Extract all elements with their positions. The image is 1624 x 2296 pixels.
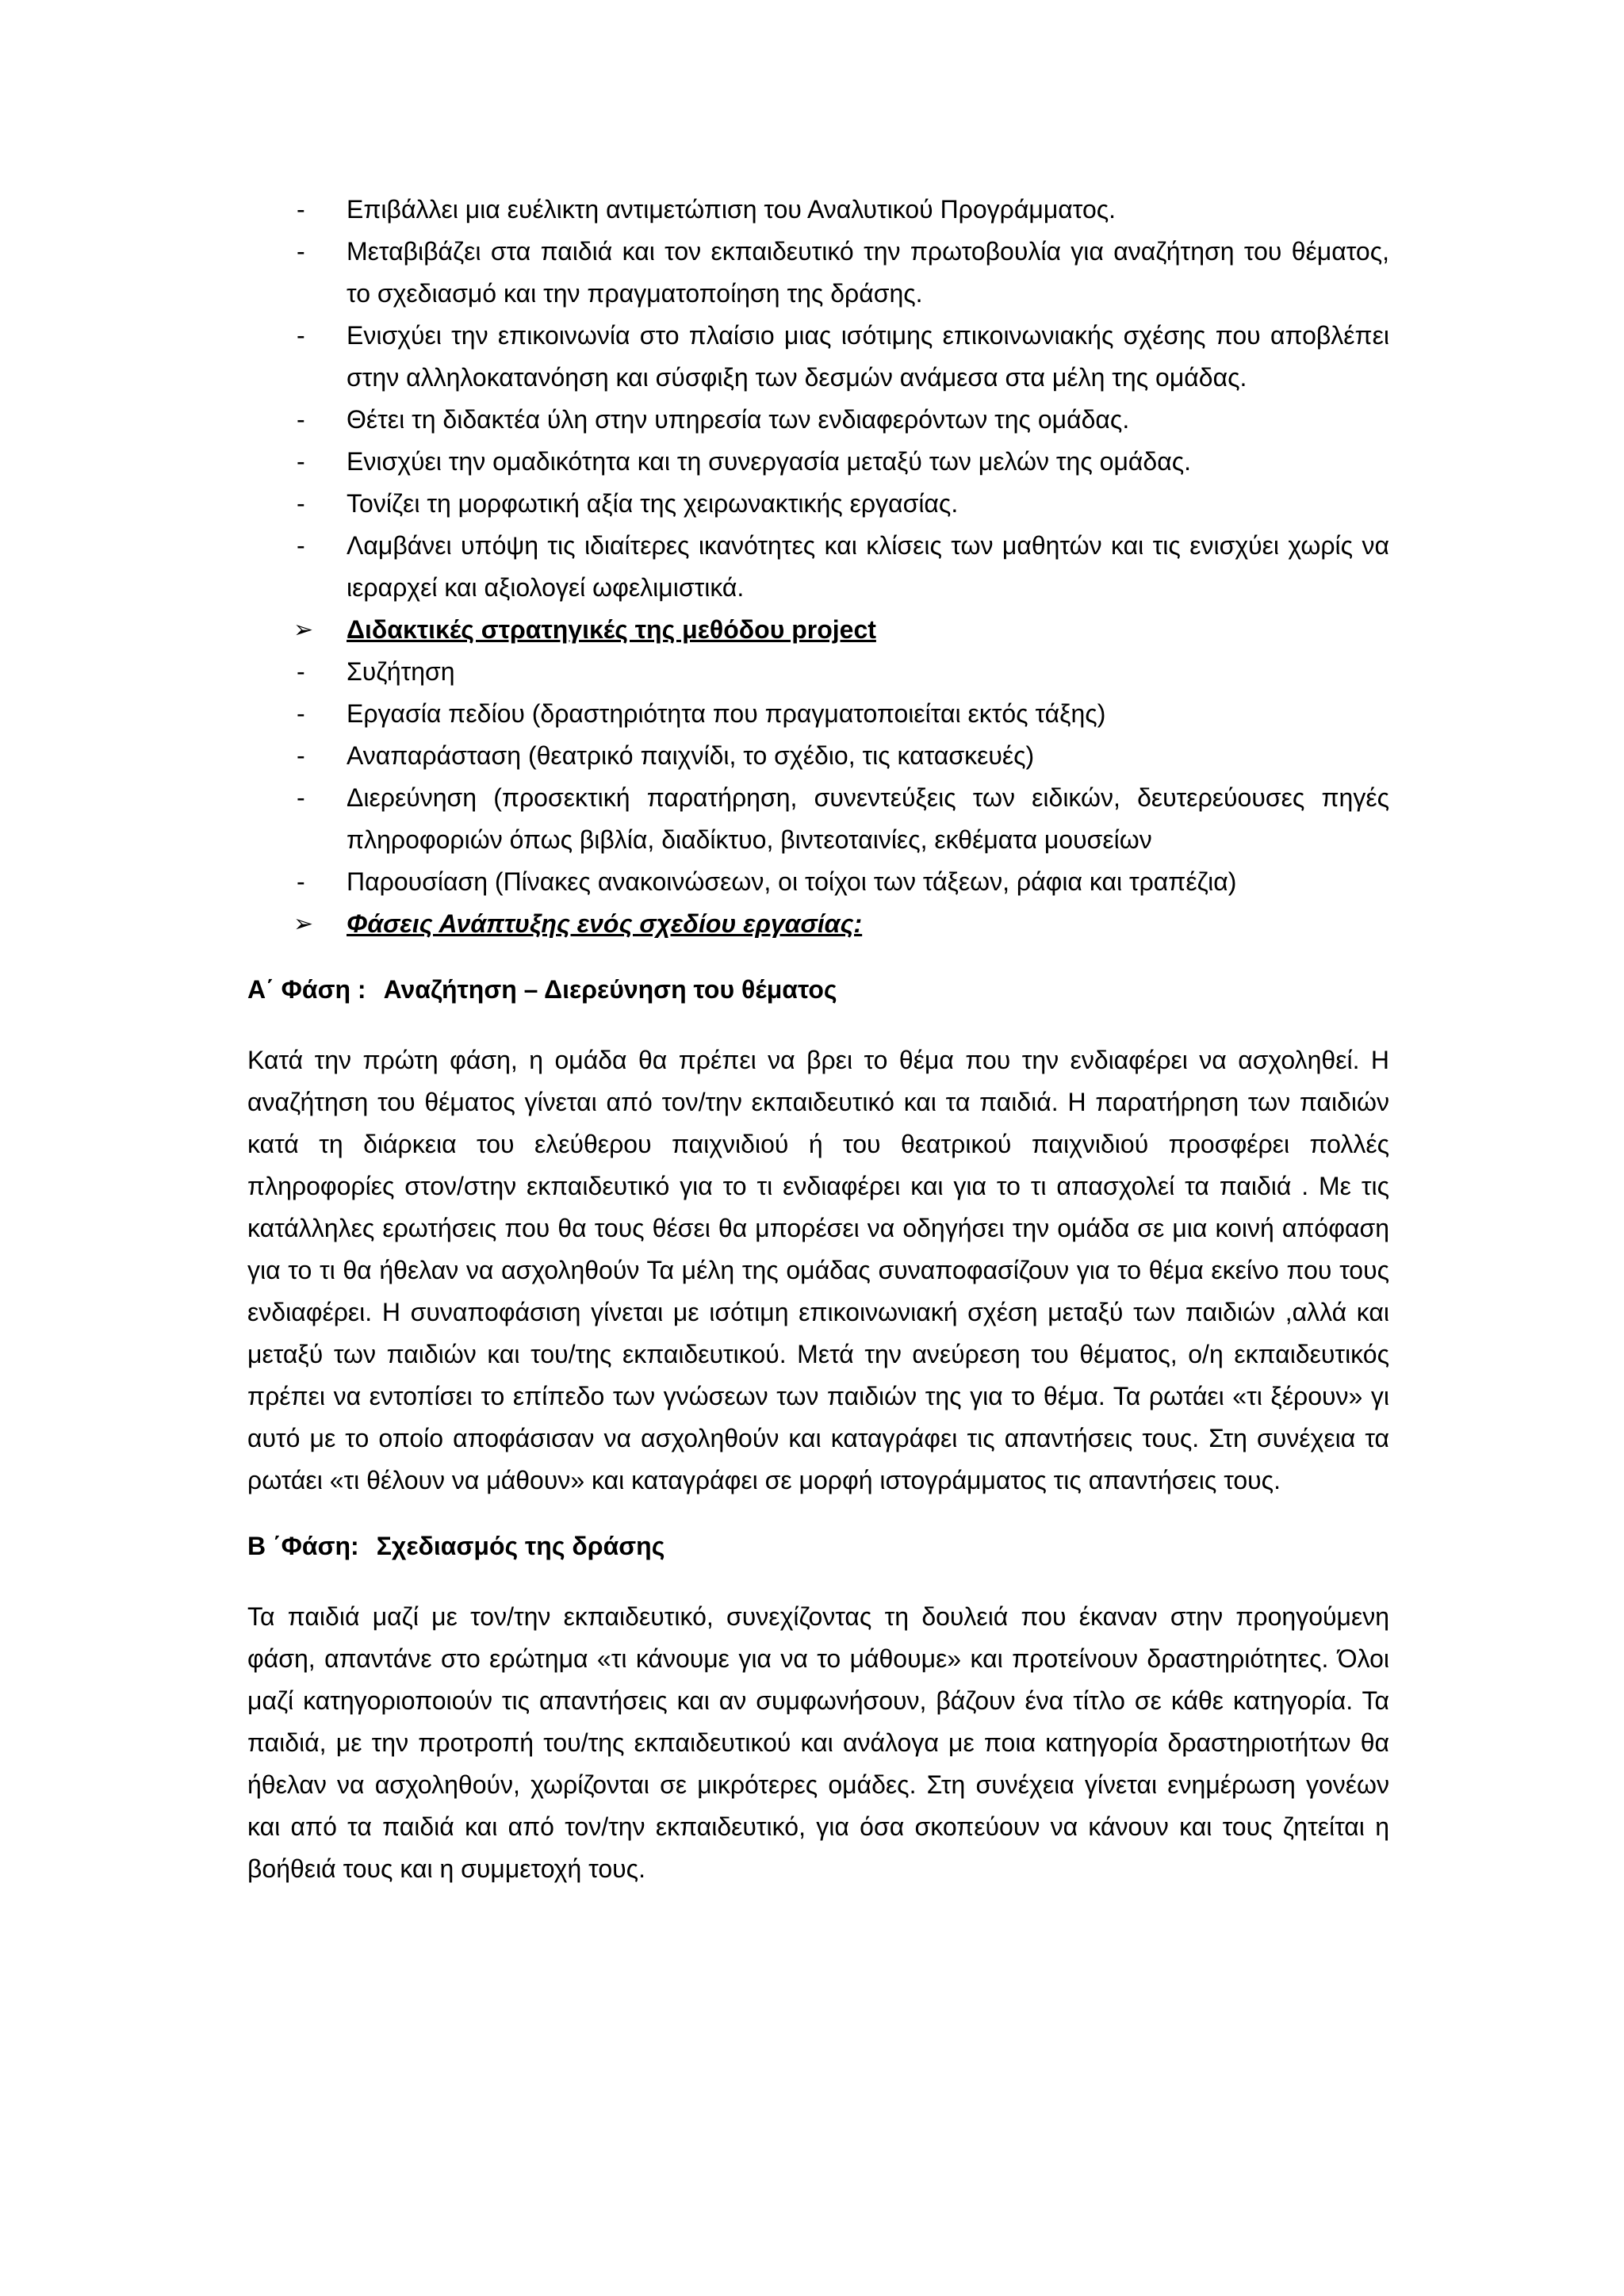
list-item [247,399,1389,441]
list-item [247,315,1389,399]
phase-b-paragraph: Τα παιδιά μαζί με τον/την εκπαιδευτικό, συνεχίζοντας τη δουλειά που έκαναν στην προηγούμενη φάση, απαντάνε στο ερώτημα «τι κάνουμε για να το μάθουμε» και προτείνουν δραστηριότητες. Όλοι μαζί κατηγοριοποιούν τις απαντήσεις και αν συμφωνήσουν, βάζουν ένα τίτλο σε κάθε κατηγορία. Τα παιδιά, με την προτροπή του/της εκπαιδευτικού και ανάλογα με ποια κατηγορία δραστηριοτήτων θα ήθελαν να ασχοληθούν, χωρίζονται σε μικρότερες ομάδες. Στη συνέχεια γίνεται ενημέρωση γονέων και από τα παιδιά και από τον/την εκπαιδευτικό, για όσα σκοπεύουν να κάνουν και τους ζητείται η βοήθειά τους και η συμμετοχή τους. [247,1602,1389,1883]
dash-marker: - [297,237,305,266]
dash-marker: - [297,405,305,434]
list-item-text: Ενισχύει την ομαδικότητα και τη συνεργασία μεταξύ των μελών της ομάδας. [347,447,1191,476]
arrow-bullet-icon: ➢ [293,617,314,643]
list-item [247,525,1389,609]
list-item-text: Μεταβιβάζει στα παιδιά και τον εκπαιδευτικό την πρωτοβουλία για αναζήτηση του θέματος, το σχεδιασμό και την πραγματοποίηση της δράσης. [347,237,1389,308]
phases-heading-text: Φάσεις Ανάπτυξης ενός σχεδίου εργασίας: [347,909,863,938]
list-item [247,441,1389,483]
list-item-text: Θέτει τη διδακτέα ύλη στην υπηρεσία των ενδιαφερόντων της ομάδας. [347,405,1130,434]
dash-marker: - [297,867,305,896]
dash-marker: - [297,531,305,560]
list-item-text: Τονίζει τη μορφωτική αξία της χειρωνακτικής εργασίας. [347,489,959,518]
phase-a-heading [247,969,1389,1011]
dash-marker: - [297,447,305,476]
phase-a-paragraph: Κατά την πρώτη φάση, η ομάδα θα πρέπει να βρει το θέμα που την ενδιαφέρει να ασχοληθεί. Η αναζήτηση του θέματος γίνεται από τον/την εκπαιδευτικό και τα παιδιά. Η παρατήρηση των παιδιών κατά τη διάρκεια του ελεύθερου παιχνιδιού ή του θεατρικού παιχνιδιού προσφέρει πολλές πληροφορίες στον/στην εκπαιδευτικό για το τι ενδιαφέρει και για το τι απασχολεί τα παιδιά . Με τις κατάλληλες ερωτήσεις που θα τους θέσει θα μπορέσει να οδηγήσει την ομάδα σε μια κοινή απόφαση για το τι θα ήθελαν να ασχοληθούν Τα μέλη της ομάδας συναποφασίζουν για το θέμα εκείνο που τους ενδιαφέρει. Η συναποφάσιση γίνεται με ισότιμη επικοινωνιακή σχέση μεταξύ των παιδιών ,αλλά και μεταξύ των παιδιών και του/της εκπαιδευτικού. Μετά την ανεύρεση του θέματος, ο/η εκπαιδευτικός πρέπει να εντοπίσει το επίπεδο των γνώσεων των παιδιών της για το θέμα. Τα ρωτάει «τι ξέρουν» γι αυτό με το οποίο αποφάσισαν να ασχοληθούν και καταγράφει τις απαντήσεις τους. Στη συνέχεια τα ρωτάει «τι θέλουν να μάθουν» και καταγράφει σε μορφή ιστογράμματος τις απαντήσεις τους. [247,1046,1389,1494]
list-item-text: Επιβάλλει μια ευέλικτη αντιμετώπιση του Αναλυτικού Προγράμματος. [347,195,1116,224]
list-item-text: Αναπαράσταση (θεατρικό παιχνίδι, το σχέδιο, τις κατασκευές) [347,741,1035,770]
list-item-text: Διερεύνηση (προσεκτική παρατήρηση, συνεντεύξεις των ειδικών, δευτερεύουσες πηγές πληροφοριών όπως βιβλία, διαδίκτυο, βιντεοταινίες, εκθέματα μουσείων [347,783,1389,854]
list-item-text: Λαμβάνει υπόψη τις ιδιαίτερες ικανότητες και κλίσεις των μαθητών και τις ενισχύει χωρίς να ιεραρχεί και αξιολογεί ωφελιμιστικά. [347,531,1389,602]
arrow-bullet-icon: ➢ [293,911,314,937]
phases-heading [247,903,1389,945]
strategies-heading [247,609,1389,651]
dash-marker: - [297,783,305,812]
dash-marker: - [297,699,305,728]
list-item-text: Παρουσίαση (Πίνακες ανακοινώσεων, οι τοίχοι των τάξεων, ράφια και τραπέζια) [347,867,1237,896]
dash-marker: - [297,741,305,770]
list-item-text: Εργασία πεδίου (δραστηριότητα που πραγματοποιείται εκτός τάξης) [347,699,1106,728]
list-item-text: Ενισχύει την επικοινωνία στο πλαίσιο μιας ισότιμης επικοινωνιακής σχέσης που αποβλέπει στην αλληλοκατανόηση και σύσφιξη των δεσμών ανάμεσα στα μέλη της ομάδας. [347,321,1389,392]
bullet-list-strategies [247,651,1389,903]
dash-marker: - [297,489,305,518]
list-item [247,735,1389,777]
phase-a-title: Αναζήτηση – Διερεύνηση του θέματος [383,975,837,1004]
phase-a-label: Α΄ Φάση : [247,975,366,1004]
page-content [247,189,1389,1890]
phase-b-label: Β ΄Φάση: [247,1532,359,1560]
list-item [247,651,1389,693]
list-item [247,861,1389,903]
list-item [247,189,1389,231]
phase-b-heading [247,1525,1389,1567]
strategies-heading-text: Διδακτικές στρατηγικές της μεθόδου project [347,615,876,644]
list-item-text: Συζήτηση [347,657,455,686]
list-item [247,777,1389,861]
list-item [247,483,1389,525]
list-item [247,231,1389,315]
bullet-list-top [247,189,1389,609]
list-item [247,693,1389,735]
phase-b-title: Σχεδιασμός της δράσης [376,1532,665,1560]
dash-marker: - [297,657,305,686]
dash-marker: - [297,195,305,224]
dash-marker: - [297,321,305,350]
